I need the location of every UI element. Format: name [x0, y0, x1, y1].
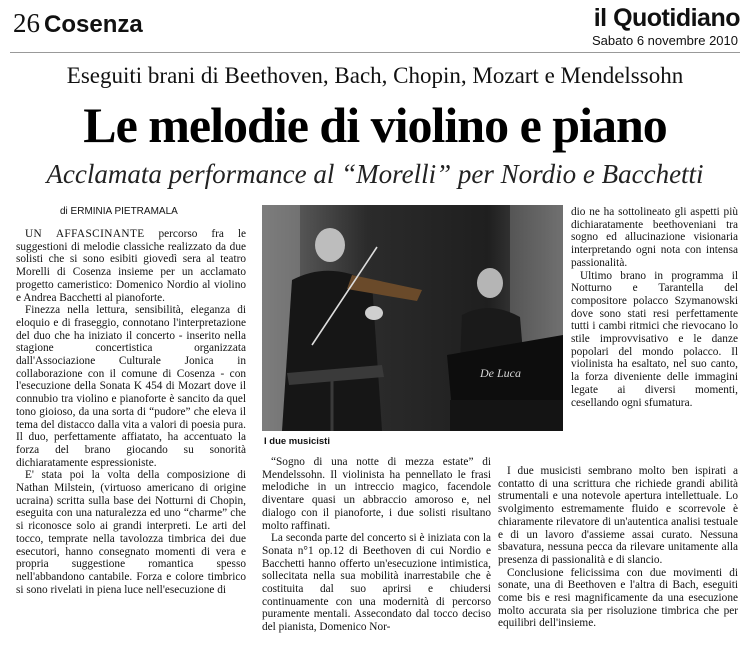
article-column-1: [16, 228, 246, 668]
article-column-2: [262, 456, 491, 668]
paragraph-text: percorso fra le suggestioni di melodie classiche realizzato da due solisti che si sono esibiti giovedì sera al teatro Morelli di Cosenza insieme per un acclamato progetto cameristico: Domenico Nordio al violino e Andrea Bacchetti al pianoforte.: [16, 228, 246, 304]
article-paragraph: E' stata poi la volta della composizione di Nathan Milstein, (virtuoso americano di origine ucraina) scritta sulla base dei Notturni di Chopin, eseguita con una naturalezza ed uno “charme” che si riconosce solo ai grandi interpreti. Le arti del tocco, temprate nella tavolozza timbrica dei due esecutori, hanno consegnato momenti di vera e propria suggestione romantica spesso nell'abbandono cantabile. Forza e colore timbrico si sono rivelati in piena luce nell'esecuzione di: [16, 469, 246, 596]
article-column-3: [571, 206, 738, 464]
article-paragraph: [16, 228, 246, 304]
article-paragraph: “Sogno di una notte di mezza estate” di Mendelssohn. Il violinista ha pennellato le frasi melodiche in un intreccio magico, facendole diventare quasi un abbraccio amoroso e, nel dialogo con il pianoforte, i due solisti risultano molto raffinati.: [262, 456, 491, 532]
piano-brand: De Luca: [480, 366, 521, 380]
article-photo: [262, 205, 563, 431]
page-header-left: [13, 8, 143, 40]
article-paragraph: Finezza nella lettura, sensibilità, eleganza di eloquio e di fraseggio, connotano l'interpretazione del duo che ha iniziato il concerto - inserito nella stagione concertistica organizzata dall'Associazione Culturale Jonica in collaborazione con il comune di Cosenza - con l'esecuzione della Sonata K 454 di Mozart dove il connubio tra violino e pianoforte è sancito da quel tono gioioso, da una sorta di “pudore” che eleva il tema del distacco dalla vita a valori di poesia pura. Il duo, perfettamente affiatato, ha accentuato la forza del brano giocando su sonorità dichiaratamente espressioniste.: [16, 304, 246, 469]
article-kicker: Eseguiti brani di Beethoven, Bach, Chopin, Mozart e Mendelssohn: [66, 63, 684, 88]
page-number: 26: [13, 8, 40, 38]
issue-date: Sabato 6 novembre 2010: [592, 33, 738, 48]
musicians-photo-illustration: [262, 205, 563, 431]
newspaper-masthead: il Quotidiano: [593, 4, 740, 32]
article-paragraph: I due musicisti sembrano molto ben ispirati a contatto di una scrittura che richiede grandi abilità strumentali e una notevole apertura intellettuale. Lo svolgimento estremamente fluido e scorrevole è chiaramente rilevatore di un'autentica analisi testuale e di un lavoro d'assieme assai curato. Nessuna sbavatura, nessuna pecca da rilevare unitamente alla presenza di passionalità e di slancio.: [498, 465, 738, 566]
lead-in: UN AFFASCINANTE: [25, 228, 145, 240]
article-column-4: [498, 465, 738, 668]
article-title: Le melodie di violino e piano: [83, 97, 667, 153]
article-paragraph: Ultimo brano in programma il Notturno e Tarantella del compositore polacco Szymanowski dove sono stati resi perfettamente tutti i cambi ritmici che rievocano lo stile improvvisativo e le danze popolari del mondo polacco. Il violinista ha esaltato, nel suo canto, la forza diveniente delle immagini legate ai diversi momenti, cesellando ogni sfumatura.: [571, 269, 738, 409]
article-paragraph: dio ne ha sottolineato gli aspetti più dichiaratamente beethoveniani tra sogno ed allucinazione visionaria interpretando ogni nota con intensa passionalità.: [571, 206, 738, 269]
article-byline: di ERMINIA PIETRAMALA: [60, 206, 178, 217]
section-name: Cosenza: [44, 11, 143, 38]
article-subtitle: Acclamata performance al “Morelli” per Nordio e Bacchetti: [46, 159, 704, 189]
header-divider: [10, 52, 740, 53]
photo-caption: I due musicisti: [264, 436, 330, 447]
article-paragraph: Conclusione felicissima con due movimenti di sonate, una di Beethoven e l'altra di Bach, eseguiti come bis e resi magnificamente da una esecuzione molto accurata sia per risoluzione timbrica che per equilibri dell'insieme.: [498, 566, 738, 630]
article-paragraph: La seconda parte del concerto si è iniziata con la Sonata n°1 op.12 di Beethoven di cui Nordio e Bacchetti hanno offerto un'esecuzione intimistica, sollecitata nella sua mobilità inarrestabile che è costituita dal suo aprirsi e chiudersi continuamente con una modernità di percorso puramente mentali. Assecondato dal tocco deciso del pianista, Domenico Nor-: [262, 532, 491, 634]
